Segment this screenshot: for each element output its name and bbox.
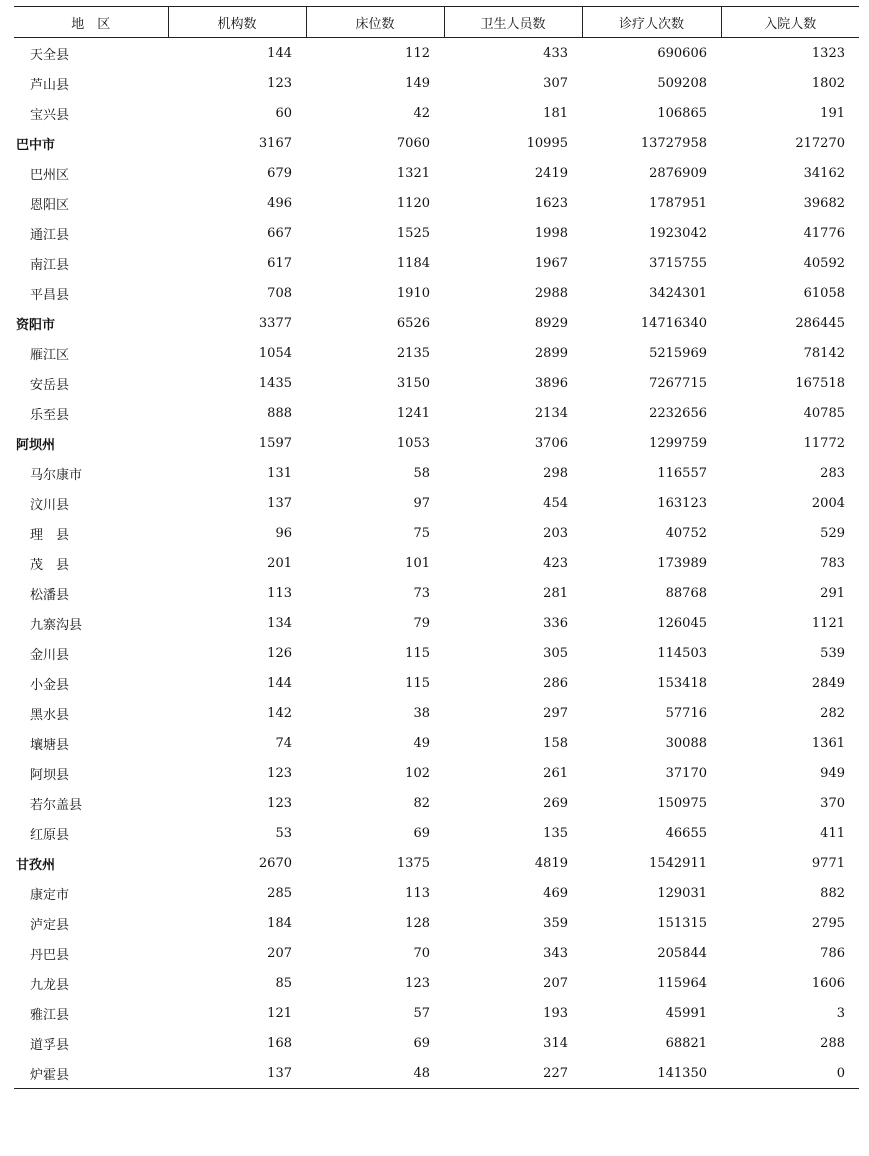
- institutions-cell: 134: [267, 615, 292, 631]
- admissions-cell: 0: [721, 1058, 859, 1089]
- region-name-cell: 南江县: [30, 257, 70, 273]
- table-row: [14, 968, 859, 998]
- beds-cell: 1053: [396, 435, 430, 451]
- institutions-cell: 679: [267, 165, 292, 181]
- region-name-cell: 安岳县: [30, 377, 70, 393]
- admissions-cell: 283: [820, 465, 845, 481]
- health-staff-cell: 1967: [534, 255, 568, 271]
- beds-cell: 75: [413, 525, 430, 541]
- institutions-cell: 888: [267, 405, 292, 421]
- header-row: [14, 7, 859, 38]
- table-row: [14, 458, 859, 488]
- visits-cell: 205844: [657, 945, 707, 961]
- health-staff-cell: 298: [543, 465, 568, 481]
- region-name-cell: 阿坝县: [30, 767, 70, 783]
- visits-cell: 3715755: [649, 255, 707, 271]
- table-row: [14, 578, 859, 608]
- region-name-cell: 甘孜州: [16, 857, 56, 873]
- beds-cell: 115: [405, 675, 430, 691]
- admissions-cell: 783: [820, 555, 845, 571]
- beds-cell: 42: [413, 105, 430, 121]
- header-visits: 诊疗人次数: [582, 7, 721, 38]
- institutions-cell: 85: [275, 975, 292, 991]
- admissions-cell: 288: [820, 1035, 845, 1051]
- region-name-cell: 恩阳区: [30, 197, 70, 213]
- health-staff-cell: 269: [543, 795, 568, 811]
- institutions-cell: 3167: [258, 135, 292, 151]
- table-row: [14, 428, 859, 458]
- institutions-cell: 201: [267, 555, 292, 571]
- visits-cell: 7267715: [649, 375, 707, 391]
- table-row: [14, 938, 859, 968]
- institutions-cell: 496: [267, 195, 292, 211]
- visits-cell: 151315: [657, 915, 707, 931]
- institutions-cell: 123: [267, 795, 292, 811]
- header-institutions: 机构数: [168, 7, 306, 38]
- institutions-cell: 123: [267, 75, 292, 91]
- institutions-cell: 137: [267, 495, 292, 511]
- visits-cell: 1923042: [649, 225, 707, 241]
- region-name-cell: 若尔盖县: [30, 797, 83, 813]
- health-staff-cell: 423: [543, 555, 568, 571]
- visits-cell: 115964: [657, 975, 707, 991]
- admissions-cell: 1121: [811, 615, 845, 631]
- health-staff-cell: 1998: [534, 225, 568, 241]
- visits-cell: 1299759: [649, 435, 707, 451]
- visits-cell: 126045: [657, 615, 707, 631]
- health-staff-cell: 2134: [534, 405, 568, 421]
- table-row: [14, 608, 859, 638]
- region-name-cell: 资阳市: [16, 317, 56, 333]
- health-staff-cell: 158: [543, 735, 568, 751]
- beds-cell: 3150: [396, 375, 430, 391]
- admissions-cell: 411: [820, 825, 845, 841]
- table-row: [14, 908, 859, 938]
- region-name-cell: 芦山县: [30, 77, 70, 93]
- admissions-cell: 539: [820, 645, 845, 661]
- table-row: [14, 98, 859, 128]
- health-staff-cell: 2419: [534, 165, 568, 181]
- admissions-cell: 217270: [795, 135, 845, 151]
- health-staff-cell: 314: [543, 1035, 568, 1051]
- visits-cell: 106865: [657, 105, 707, 121]
- institutions-cell: 142: [267, 705, 292, 721]
- admissions-cell: 191: [820, 105, 845, 121]
- health-staff-cell: 286: [543, 675, 568, 691]
- admissions-cell: 949: [820, 765, 845, 781]
- health-staff-cell: 2899: [534, 345, 568, 361]
- table-row: [14, 848, 859, 878]
- visits-cell: 5215969: [649, 345, 707, 361]
- beds-cell: 102: [405, 765, 430, 781]
- health-staff-cell: 203: [543, 525, 568, 541]
- beds-cell: 1525: [396, 225, 430, 241]
- admissions-cell: 1323: [811, 45, 845, 61]
- institutions-cell: 1435: [258, 375, 292, 391]
- table-row: [14, 758, 859, 788]
- admissions-cell: 40592: [803, 255, 845, 271]
- health-staff-cell: 433: [543, 45, 568, 61]
- health-staff-cell: 3896: [534, 375, 568, 391]
- beds-cell: 69: [413, 1035, 430, 1051]
- institutions-cell: 126: [267, 645, 292, 661]
- institutions-cell: 144: [267, 45, 292, 61]
- table-row: [14, 308, 859, 338]
- table-row: [14, 788, 859, 818]
- table-row: [14, 338, 859, 368]
- region-name-cell: 壤塘县: [30, 737, 70, 753]
- health-staff-cell: 135: [543, 825, 568, 841]
- visits-cell: 45991: [665, 1005, 707, 1021]
- institutions-cell: 667: [267, 225, 292, 241]
- health-staff-cell: 305: [543, 645, 568, 661]
- table-row: [14, 128, 859, 158]
- admissions-cell: 1361: [811, 735, 845, 751]
- table-row: [14, 188, 859, 218]
- table-row: [14, 398, 859, 428]
- institutions-cell: 74: [275, 735, 292, 751]
- table-row: [14, 518, 859, 548]
- health-staff-cell: 469: [543, 885, 568, 901]
- institutions-cell: 144: [267, 675, 292, 691]
- admissions-cell: 11772: [803, 435, 845, 451]
- region-name-cell: 通江县: [30, 227, 70, 243]
- table-row: [14, 668, 859, 698]
- admissions-cell: 529: [820, 525, 845, 541]
- health-staff-cell: 10995: [526, 135, 568, 151]
- beds-cell: 58: [413, 465, 430, 481]
- table-row: [14, 698, 859, 728]
- beds-cell: 49: [413, 735, 430, 751]
- admissions-cell: 2795: [811, 915, 845, 931]
- table-row: [14, 1058, 859, 1089]
- health-staff-cell: 359: [543, 915, 568, 931]
- header-admissions: 入院人数: [721, 7, 859, 38]
- beds-cell: 73: [413, 585, 430, 601]
- visits-cell: 1787951: [649, 195, 707, 211]
- visits-cell: 37170: [665, 765, 707, 781]
- beds-cell: 115: [405, 645, 430, 661]
- visits-cell: 141350: [582, 1058, 721, 1089]
- visits-cell: 46655: [665, 825, 707, 841]
- institutions-cell: 3377: [258, 315, 292, 331]
- admissions-cell: 1606: [811, 975, 845, 991]
- admissions-cell: 78142: [803, 345, 845, 361]
- region-name-cell: 小金县: [30, 677, 70, 693]
- region-name-cell: 道孚县: [30, 1037, 70, 1053]
- visits-cell: 3424301: [649, 285, 707, 301]
- table-row: [14, 548, 859, 578]
- admissions-cell: 291: [820, 585, 845, 601]
- institutions-cell: 285: [267, 885, 292, 901]
- admissions-cell: 282: [820, 705, 845, 721]
- admissions-cell: 786: [820, 945, 845, 961]
- visits-cell: 114503: [657, 645, 707, 661]
- beds-cell: 7060: [396, 135, 430, 151]
- table-row: [14, 218, 859, 248]
- admissions-cell: 286445: [795, 315, 845, 331]
- health-staff-cell: 281: [543, 585, 568, 601]
- visits-cell: 1542911: [649, 855, 707, 871]
- beds-cell: 48: [306, 1058, 444, 1089]
- institutions-cell: 708: [267, 285, 292, 301]
- visits-cell: 150975: [657, 795, 707, 811]
- region-name-cell: 泸定县: [30, 917, 70, 933]
- visits-cell: 690606: [657, 45, 707, 61]
- table-row: [14, 998, 859, 1028]
- beds-cell: 1321: [396, 165, 430, 181]
- admissions-cell: 41776: [803, 225, 845, 241]
- beds-cell: 69: [413, 825, 430, 841]
- beds-cell: 2135: [396, 345, 430, 361]
- statistics-table: [14, 6, 859, 1089]
- region-name-cell: 汶川县: [30, 497, 70, 513]
- visits-cell: 2232656: [649, 405, 707, 421]
- table-row: [14, 248, 859, 278]
- visits-cell: 509208: [657, 75, 707, 91]
- institutions-cell: 1054: [258, 345, 292, 361]
- health-staff-cell: 1623: [534, 195, 568, 211]
- table-row: [14, 728, 859, 758]
- institutions-cell: 60: [275, 105, 292, 121]
- institutions-cell: 96: [275, 525, 292, 541]
- region-name-cell: 松潘县: [30, 587, 70, 603]
- table-row: [14, 638, 859, 668]
- region-name-cell: 巴州区: [30, 167, 70, 183]
- health-staff-cell: 261: [543, 765, 568, 781]
- admissions-cell: 882: [820, 885, 845, 901]
- institutions-cell: 207: [267, 945, 292, 961]
- institutions-cell: 1597: [258, 435, 292, 451]
- admissions-cell: 39682: [803, 195, 845, 211]
- beds-cell: 1120: [396, 195, 430, 211]
- region-name-cell: 雁江区: [30, 347, 70, 363]
- beds-cell: 1910: [396, 285, 430, 301]
- institutions-cell: 131: [267, 465, 292, 481]
- health-staff-cell: 4819: [534, 855, 568, 871]
- beds-cell: 128: [405, 915, 430, 931]
- table-row: [14, 818, 859, 848]
- region-name-cell: 红原县: [30, 827, 70, 843]
- institutions-cell: 2670: [258, 855, 292, 871]
- region-name-cell: 炉霍县: [14, 1058, 168, 1089]
- table-row: [14, 158, 859, 188]
- beds-cell: 101: [405, 555, 430, 571]
- visits-cell: 116557: [657, 465, 707, 481]
- visits-cell: 163123: [657, 495, 707, 511]
- admissions-cell: 370: [820, 795, 845, 811]
- beds-cell: 1241: [396, 405, 430, 421]
- institutions-cell: 137: [168, 1058, 306, 1089]
- visits-cell: 153418: [657, 675, 707, 691]
- admissions-cell: 167518: [795, 375, 845, 391]
- institutions-cell: 123: [267, 765, 292, 781]
- institutions-cell: 617: [267, 255, 292, 271]
- admissions-cell: 61058: [803, 285, 845, 301]
- visits-cell: 30088: [665, 735, 707, 751]
- beds-cell: 1375: [396, 855, 430, 871]
- health-staff-cell: 207: [543, 975, 568, 991]
- region-name-cell: 金川县: [30, 647, 70, 663]
- visits-cell: 173989: [657, 555, 707, 571]
- region-name-cell: 马尔康市: [30, 467, 83, 483]
- visits-cell: 57716: [665, 705, 707, 721]
- visits-cell: 129031: [657, 885, 707, 901]
- region-name-cell: 丹巴县: [30, 947, 70, 963]
- header-region: 地 区: [14, 7, 168, 38]
- table-row: [14, 368, 859, 398]
- beds-cell: 82: [413, 795, 430, 811]
- institutions-cell: 113: [267, 585, 292, 601]
- institutions-cell: 184: [267, 915, 292, 931]
- health-staff-cell: 227: [444, 1058, 582, 1089]
- health-staff-cell: 2988: [534, 285, 568, 301]
- beds-cell: 123: [405, 975, 430, 991]
- health-staff-cell: 3706: [534, 435, 568, 451]
- region-name-cell: 九寨沟县: [30, 617, 83, 633]
- beds-cell: 6526: [396, 315, 430, 331]
- region-name-cell: 九龙县: [30, 977, 70, 993]
- beds-cell: 149: [405, 75, 430, 91]
- institutions-cell: 121: [267, 1005, 292, 1021]
- health-staff-cell: 8929: [534, 315, 568, 331]
- region-name-cell: 阿坝州: [16, 437, 56, 453]
- health-staff-cell: 343: [543, 945, 568, 961]
- health-staff-cell: 297: [543, 705, 568, 721]
- admissions-cell: 2004: [811, 495, 845, 511]
- beds-cell: 79: [413, 615, 430, 631]
- beds-cell: 57: [413, 1005, 430, 1021]
- table-row: [14, 38, 859, 69]
- region-name-cell: 理 县: [30, 527, 70, 543]
- visits-cell: 40752: [665, 525, 707, 541]
- health-staff-cell: 307: [543, 75, 568, 91]
- beds-cell: 1184: [396, 255, 430, 271]
- admissions-cell: 3: [836, 1005, 845, 1021]
- admissions-cell: 1802: [811, 75, 845, 91]
- header-health-staff: 卫生人员数: [444, 7, 582, 38]
- institutions-cell: 53: [275, 825, 292, 841]
- region-name-cell: 黑水县: [30, 707, 70, 723]
- table-body: [14, 38, 859, 1089]
- table-row: [14, 68, 859, 98]
- health-staff-cell: 193: [543, 1005, 568, 1021]
- health-staff-cell: 454: [543, 495, 568, 511]
- region-name-cell: 宝兴县: [30, 107, 70, 123]
- region-name-cell: 茂 县: [30, 557, 70, 573]
- visits-cell: 68821: [665, 1035, 707, 1051]
- table-row: [14, 1028, 859, 1058]
- region-name-cell: 巴中市: [16, 137, 56, 153]
- table-row: [14, 278, 859, 308]
- health-staff-cell: 336: [543, 615, 568, 631]
- region-name-cell: 雅江县: [30, 1007, 70, 1023]
- visits-cell: 2876909: [649, 165, 707, 181]
- admissions-cell: 9771: [811, 855, 845, 871]
- header-beds: 床位数: [306, 7, 444, 38]
- health-staff-cell: 181: [543, 105, 568, 121]
- beds-cell: 113: [405, 885, 430, 901]
- beds-cell: 97: [413, 495, 430, 511]
- region-name-cell: 平昌县: [30, 287, 70, 303]
- admissions-cell: 34162: [803, 165, 845, 181]
- region-name-cell: 乐至县: [30, 407, 70, 423]
- table-row: [14, 878, 859, 908]
- beds-cell: 38: [413, 705, 430, 721]
- region-name-cell: 康定市: [30, 887, 70, 903]
- admissions-cell: 2849: [811, 675, 845, 691]
- beds-cell: 112: [405, 45, 430, 61]
- visits-cell: 13727958: [640, 135, 707, 151]
- region-name-cell: 天全县: [30, 47, 70, 63]
- beds-cell: 70: [413, 945, 430, 961]
- admissions-cell: 40785: [803, 405, 845, 421]
- visits-cell: 88768: [665, 585, 707, 601]
- visits-cell: 14716340: [640, 315, 707, 331]
- institutions-cell: 168: [267, 1035, 292, 1051]
- table-row: [14, 488, 859, 518]
